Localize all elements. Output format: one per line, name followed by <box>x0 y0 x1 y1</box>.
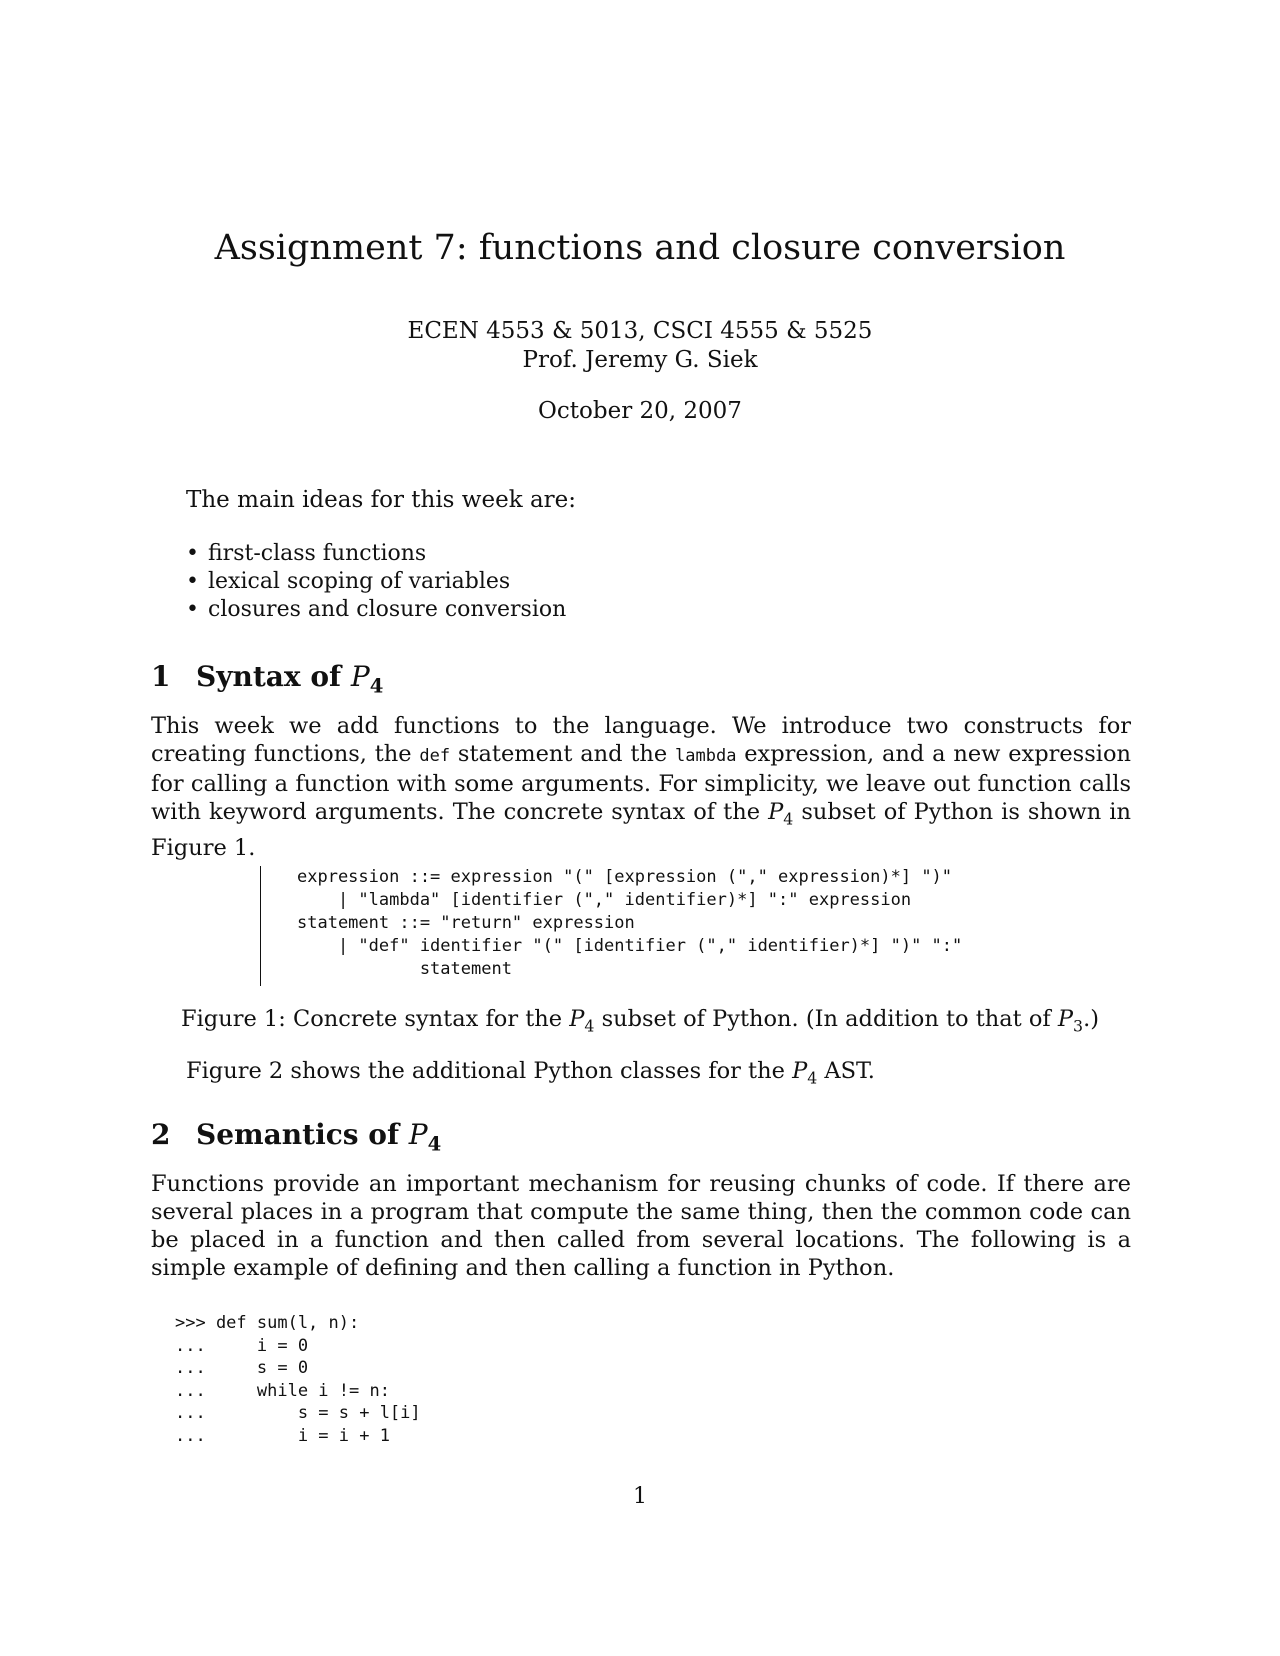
bullet-icon: • <box>186 597 199 622</box>
code-line: >>> def sum(l, n): <box>175 1313 360 1333</box>
figure-1-caption: Figure 1: Concrete syntax for the $P_4$ subset of Python. (In addition to that of $P_3$.) <box>181 1006 1099 1036</box>
grammar-line: statement <box>297 959 512 979</box>
bullet-icon: • <box>186 569 199 594</box>
grammar-line: statement ::= "return" expression <box>297 913 635 933</box>
document-title: Assignment 7: functions and closure conversion <box>214 228 1066 268</box>
code-line: ... s = 0 <box>175 1358 309 1378</box>
list-item: • lexical scoping of variables <box>186 569 511 594</box>
code-line: ... i = i + 1 <box>175 1425 390 1446</box>
author-line: Prof. Jeremy G. Siek <box>522 347 758 373</box>
section-1-paragraph: This week we add functions to the language. We introduce two constructs for creating functions, the def statement and the lambda expression, and a new expression for calling a function with some arguments. For simplicity, we leave out function calls with keyword arguments. The concrete syntax of the $P_4$ subset of Python is shown in Figure 1. <box>151 713 1132 861</box>
section-2-heading: 2 Semantics of $P_4$ <box>151 1118 442 1156</box>
bullet-icon: • <box>186 541 199 566</box>
main-ideas-list <box>186 540 566 624</box>
grammar-line: | "def" identifier "(" [identifier ("," identifier)*] ")" ":" <box>297 936 963 956</box>
date-line: October 20, 2007 <box>538 398 742 424</box>
grammar-line: | "lambda" [identifier ("," identifier)*] ":" expression <box>297 890 912 910</box>
list-item: • closures and closure conversion <box>186 597 567 622</box>
intro-text: The main ideas for this week are: <box>186 487 577 513</box>
code-example <box>175 1312 421 1447</box>
grammar-figure <box>260 866 962 986</box>
code-line: ... i = 0 <box>175 1335 309 1356</box>
course-line: ECEN 4553 & 5013, CSCI 4555 & 5525 <box>407 318 873 344</box>
code-line: ... s = s + l[i] <box>175 1403 421 1423</box>
section-2-paragraph: Functions provide an important mechanism for reusing chunks of code. If there are several places in a program that compute the same thing, then the common code can be placed in a function and then called from several locations. The following is a simple example of defining and then calling a function in Python. <box>151 1171 1131 1281</box>
grammar-line: expression ::= expression "(" [expression ("," expression)*] ")" <box>297 867 953 887</box>
lambda-keyword: lambda <box>675 746 737 766</box>
section-1-heading: 1 Syntax of $P_4$ <box>151 660 384 698</box>
figure-2-reference: Figure 2 shows the additional Python classes for the $P_4$ AST. <box>186 1058 875 1088</box>
def-keyword: def <box>419 746 451 766</box>
code-line: ... while i != n: <box>175 1380 390 1401</box>
list-item: • first-class functions <box>186 541 427 566</box>
page-number: 1 <box>633 1484 647 1509</box>
